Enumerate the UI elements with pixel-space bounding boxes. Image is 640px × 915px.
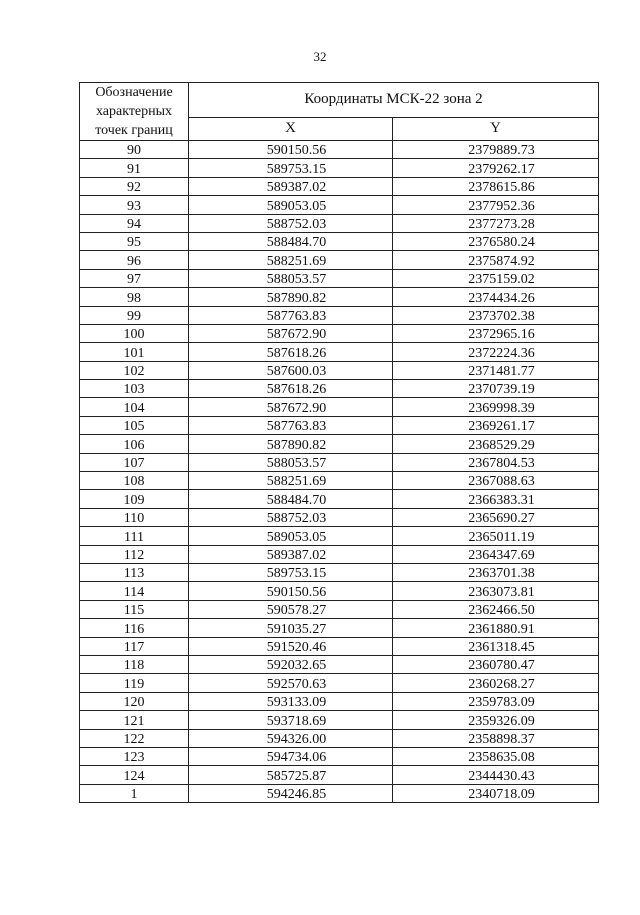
point-id-cell: 1 bbox=[80, 784, 189, 802]
table-row bbox=[80, 784, 599, 802]
y-coordinate-cell: 2364347.69 bbox=[393, 545, 599, 563]
y-coordinate-cell: 2360780.47 bbox=[393, 655, 599, 673]
y-coordinate-cell: 2370739.19 bbox=[393, 380, 599, 398]
table-row bbox=[80, 398, 599, 416]
x-coordinate-cell: 589053.05 bbox=[189, 527, 393, 545]
coordinates-table bbox=[79, 82, 599, 803]
y-coordinate-cell: 2377952.36 bbox=[393, 196, 599, 214]
y-coordinate-cell: 2373702.38 bbox=[393, 306, 599, 324]
point-id-cell: 92 bbox=[80, 177, 189, 195]
y-coordinate-cell: 2361318.45 bbox=[393, 637, 599, 655]
table-row bbox=[80, 361, 599, 379]
x-coordinate-cell: 587672.90 bbox=[189, 398, 393, 416]
y-coordinate-cell: 2371481.77 bbox=[393, 361, 599, 379]
x-coordinate-cell: 592570.63 bbox=[189, 674, 393, 692]
point-id-cell: 115 bbox=[80, 600, 189, 618]
table-row bbox=[80, 159, 599, 177]
x-coordinate-cell: 588053.57 bbox=[189, 453, 393, 471]
point-id-cell: 102 bbox=[80, 361, 189, 379]
y-coordinate-cell: 2344430.43 bbox=[393, 766, 599, 784]
point-id-cell: 121 bbox=[80, 711, 189, 729]
point-id-cell: 103 bbox=[80, 380, 189, 398]
x-coordinate-cell: 594326.00 bbox=[189, 729, 393, 747]
table-row bbox=[80, 637, 599, 655]
x-coordinate-cell: 594246.85 bbox=[189, 784, 393, 802]
x-coordinate-cell: 594734.06 bbox=[189, 747, 393, 765]
y-column-header: Y bbox=[393, 117, 599, 140]
table-row bbox=[80, 490, 599, 508]
x-coordinate-cell: 589387.02 bbox=[189, 545, 393, 563]
coordinates-title-header: Координаты МСК-22 зона 2 bbox=[189, 83, 599, 118]
y-coordinate-cell: 2372965.16 bbox=[393, 324, 599, 342]
point-id-cell: 123 bbox=[80, 747, 189, 765]
x-coordinate-cell: 587672.90 bbox=[189, 324, 393, 342]
table-row bbox=[80, 435, 599, 453]
table-row bbox=[80, 232, 599, 250]
point-id-cell: 109 bbox=[80, 490, 189, 508]
table-row bbox=[80, 306, 599, 324]
y-coordinate-cell: 2374434.26 bbox=[393, 288, 599, 306]
table-row bbox=[80, 380, 599, 398]
point-id-cell: 95 bbox=[80, 232, 189, 250]
table-row bbox=[80, 619, 599, 637]
table-row bbox=[80, 582, 599, 600]
table-row bbox=[80, 527, 599, 545]
y-coordinate-cell: 2365011.19 bbox=[393, 527, 599, 545]
point-id-cell: 91 bbox=[80, 159, 189, 177]
y-coordinate-cell: 2377273.28 bbox=[393, 214, 599, 232]
point-id-cell: 119 bbox=[80, 674, 189, 692]
table-row bbox=[80, 674, 599, 692]
y-coordinate-cell: 2362466.50 bbox=[393, 600, 599, 618]
point-id-cell: 107 bbox=[80, 453, 189, 471]
x-coordinate-cell: 589753.15 bbox=[189, 563, 393, 581]
table-row bbox=[80, 729, 599, 747]
point-id-column-header: Обозначение характерных точек границ bbox=[80, 83, 189, 141]
table-row bbox=[80, 343, 599, 361]
x-coordinate-cell: 587618.26 bbox=[189, 380, 393, 398]
table-row bbox=[80, 177, 599, 195]
y-coordinate-cell: 2376580.24 bbox=[393, 232, 599, 250]
page-number: 32 bbox=[313, 49, 327, 64]
table-row bbox=[80, 692, 599, 710]
table-row bbox=[80, 655, 599, 673]
y-coordinate-cell: 2367804.53 bbox=[393, 453, 599, 471]
y-coordinate-cell: 2367088.63 bbox=[393, 472, 599, 490]
point-id-cell: 99 bbox=[80, 306, 189, 324]
point-id-cell: 104 bbox=[80, 398, 189, 416]
table-row bbox=[80, 453, 599, 471]
x-coordinate-cell: 587763.83 bbox=[189, 416, 393, 434]
table-row bbox=[80, 766, 599, 784]
y-coordinate-cell: 2372224.36 bbox=[393, 343, 599, 361]
x-coordinate-cell: 590150.56 bbox=[189, 141, 393, 159]
y-coordinate-cell: 2375159.02 bbox=[393, 269, 599, 287]
x-coordinate-cell: 587600.03 bbox=[189, 361, 393, 379]
point-id-cell: 112 bbox=[80, 545, 189, 563]
table-row bbox=[80, 600, 599, 618]
x-coordinate-cell: 588053.57 bbox=[189, 269, 393, 287]
y-coordinate-cell: 2369261.17 bbox=[393, 416, 599, 434]
table-row bbox=[80, 747, 599, 765]
table-row bbox=[80, 251, 599, 269]
point-id-cell: 105 bbox=[80, 416, 189, 434]
x-coordinate-cell: 588484.70 bbox=[189, 232, 393, 250]
x-coordinate-cell: 588251.69 bbox=[189, 251, 393, 269]
y-coordinate-cell: 2378615.86 bbox=[393, 177, 599, 195]
point-id-cell: 106 bbox=[80, 435, 189, 453]
table-row bbox=[80, 711, 599, 729]
x-coordinate-cell: 588484.70 bbox=[189, 490, 393, 508]
y-coordinate-cell: 2360268.27 bbox=[393, 674, 599, 692]
x-coordinate-cell: 593133.09 bbox=[189, 692, 393, 710]
point-id-cell: 113 bbox=[80, 563, 189, 581]
point-id-cell: 122 bbox=[80, 729, 189, 747]
table-body bbox=[80, 141, 599, 803]
table-row bbox=[80, 508, 599, 526]
point-id-cell: 101 bbox=[80, 343, 189, 361]
point-id-cell: 124 bbox=[80, 766, 189, 784]
x-coordinate-cell: 589753.15 bbox=[189, 159, 393, 177]
x-coordinate-cell: 592032.65 bbox=[189, 655, 393, 673]
x-coordinate-cell: 587763.83 bbox=[189, 306, 393, 324]
x-coordinate-cell: 590150.56 bbox=[189, 582, 393, 600]
y-coordinate-cell: 2368529.29 bbox=[393, 435, 599, 453]
point-id-cell: 97 bbox=[80, 269, 189, 287]
x-coordinate-cell: 589387.02 bbox=[189, 177, 393, 195]
point-id-cell: 93 bbox=[80, 196, 189, 214]
x-coordinate-cell: 587890.82 bbox=[189, 435, 393, 453]
y-coordinate-cell: 2363073.81 bbox=[393, 582, 599, 600]
table-row bbox=[80, 472, 599, 490]
point-id-cell: 117 bbox=[80, 637, 189, 655]
point-id-cell: 116 bbox=[80, 619, 189, 637]
x-coordinate-cell: 591520.46 bbox=[189, 637, 393, 655]
point-id-cell: 96 bbox=[80, 251, 189, 269]
point-id-cell: 90 bbox=[80, 141, 189, 159]
point-id-cell: 110 bbox=[80, 508, 189, 526]
table-row bbox=[80, 416, 599, 434]
table-row bbox=[80, 214, 599, 232]
x-column-header: X bbox=[189, 117, 393, 140]
y-coordinate-cell: 2369998.39 bbox=[393, 398, 599, 416]
point-id-cell: 118 bbox=[80, 655, 189, 673]
y-coordinate-cell: 2379262.17 bbox=[393, 159, 599, 177]
x-coordinate-cell: 593718.69 bbox=[189, 711, 393, 729]
x-coordinate-cell: 588251.69 bbox=[189, 472, 393, 490]
table-row bbox=[80, 141, 599, 159]
y-coordinate-cell: 2375874.92 bbox=[393, 251, 599, 269]
x-coordinate-cell: 587618.26 bbox=[189, 343, 393, 361]
table-row bbox=[80, 563, 599, 581]
table-row bbox=[80, 324, 599, 342]
table-row bbox=[80, 269, 599, 287]
point-id-cell: 108 bbox=[80, 472, 189, 490]
y-coordinate-cell: 2358635.08 bbox=[393, 747, 599, 765]
y-coordinate-cell: 2366383.31 bbox=[393, 490, 599, 508]
y-coordinate-cell: 2358898.37 bbox=[393, 729, 599, 747]
y-coordinate-cell: 2379889.73 bbox=[393, 141, 599, 159]
point-id-cell: 98 bbox=[80, 288, 189, 306]
point-id-cell: 120 bbox=[80, 692, 189, 710]
y-coordinate-cell: 2363701.38 bbox=[393, 563, 599, 581]
point-id-cell: 114 bbox=[80, 582, 189, 600]
y-coordinate-cell: 2359783.09 bbox=[393, 692, 599, 710]
x-coordinate-cell: 585725.87 bbox=[189, 766, 393, 784]
x-coordinate-cell: 588752.03 bbox=[189, 508, 393, 526]
table-row bbox=[80, 196, 599, 214]
x-coordinate-cell: 591035.27 bbox=[189, 619, 393, 637]
table-row bbox=[80, 288, 599, 306]
y-coordinate-cell: 2361880.91 bbox=[393, 619, 599, 637]
table-row bbox=[80, 545, 599, 563]
y-coordinate-cell: 2359326.09 bbox=[393, 711, 599, 729]
point-id-cell: 111 bbox=[80, 527, 189, 545]
point-id-cell: 94 bbox=[80, 214, 189, 232]
x-coordinate-cell: 590578.27 bbox=[189, 600, 393, 618]
y-coordinate-cell: 2365690.27 bbox=[393, 508, 599, 526]
point-id-cell: 100 bbox=[80, 324, 189, 342]
x-coordinate-cell: 587890.82 bbox=[189, 288, 393, 306]
x-coordinate-cell: 588752.03 bbox=[189, 214, 393, 232]
x-coordinate-cell: 589053.05 bbox=[189, 196, 393, 214]
y-coordinate-cell: 2340718.09 bbox=[393, 784, 599, 802]
